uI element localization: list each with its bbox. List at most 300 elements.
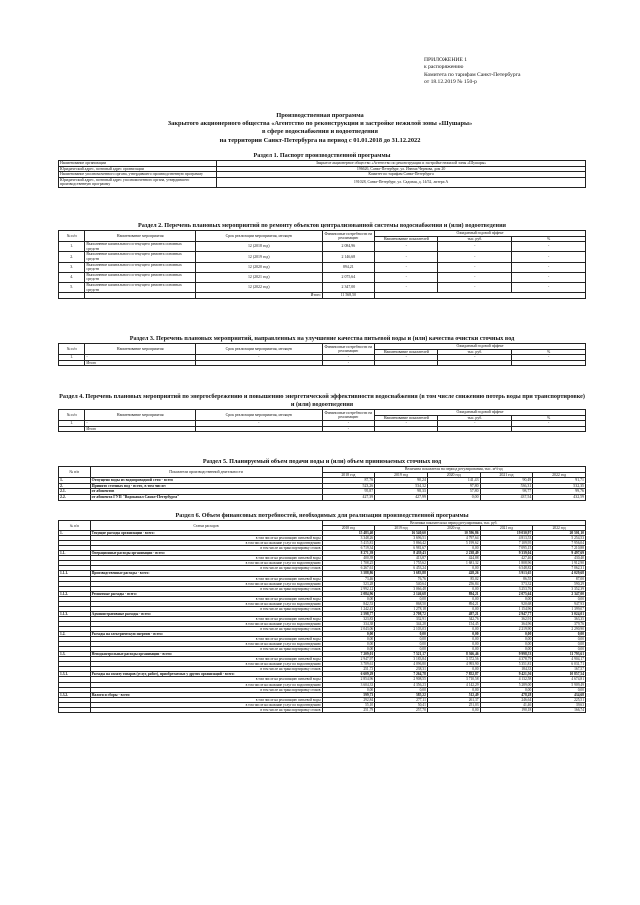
year-value: 7 956,04 — [533, 541, 586, 546]
col-header: % — [512, 236, 586, 242]
year-value: 0,00 — [480, 596, 533, 601]
year-value: 251,03 — [427, 702, 480, 707]
col-header: 2019 год — [375, 526, 428, 531]
year-value: 98,33 — [375, 489, 428, 495]
year-value: 10 596,86 — [427, 531, 480, 536]
col-header: Ожидаемый годовой эффект — [375, 410, 586, 416]
row-label: в том числе на оказание услуг по водоотведению — [90, 541, 322, 546]
col-header: тыс. руб. — [438, 415, 512, 421]
row-label: в том числе на транспортировку стоков — [90, 546, 322, 551]
year-value: 238,31 — [375, 667, 428, 672]
year-value: 5 866,42 — [375, 541, 428, 546]
effect-percent: - — [512, 272, 586, 282]
year-value: 7 210,88 — [533, 546, 586, 551]
effect-percent — [512, 360, 586, 366]
row-number: 1. — [59, 421, 85, 427]
year-value: 868,50 — [375, 601, 428, 606]
col-header: Наименование мероприятия — [85, 231, 196, 242]
measure-row — [59, 252, 586, 262]
measure-term: - — [196, 355, 322, 361]
row-number — [59, 360, 85, 366]
year-value: 3 696,51 — [375, 536, 428, 541]
year-value: 428,26 — [427, 571, 480, 576]
col-header: Величина показателя на период регулирования, тыс. м³/год — [322, 467, 585, 473]
row-label: в том числе на оказание услуг по водоотведению — [90, 702, 322, 707]
year-value: 97,80 — [427, 483, 480, 489]
effect-rub: - — [438, 355, 512, 361]
year-value: 2 043,06 — [322, 626, 375, 631]
year-value: 4 029,68 — [533, 571, 586, 576]
year-value: 4 378,79 — [480, 657, 533, 662]
effect-rub: - — [438, 242, 512, 252]
year-value: 86,55 — [480, 576, 533, 581]
row-label: Расходы на электрическую энергию - всего: — [90, 632, 322, 637]
total-label: Итого — [196, 293, 322, 299]
col-header: 2022 год — [533, 472, 586, 478]
effect-rub: - — [438, 252, 512, 262]
year-value: 166,74 — [533, 707, 586, 712]
title-line: Закрытого акционерного общества «Агентство по реконструкции и застройке нежилой зоны «Шушары» — [167, 120, 473, 128]
year-value: 0,00 — [480, 632, 533, 637]
section-4-title: Раздел 4. Перечень плановых мероприятий по энергосбережению и повышению энергетической эффективности водоснабжения (в том числе снижению потерь воды при транспортировке) и (или) водоотведения — [59, 393, 585, 408]
passport-value: 191028, Санкт-Петербург, ул. Садовая, д. 14/52, литера А — [217, 177, 586, 187]
measure-name: Выполнение капитального и текущего ремонта основных средств — [85, 272, 196, 282]
year-value: 90,24 — [375, 478, 428, 484]
year-value: 1 242,43 — [322, 606, 375, 611]
year-value: 277,11 — [375, 697, 428, 702]
year-value: 7 852,87 — [427, 672, 480, 677]
year-value: 0,00 — [427, 606, 480, 611]
col-header: Ожидаемый годовой эффект — [375, 231, 586, 237]
row-label: в том числе на транспортировку стоков — [90, 707, 322, 712]
measure-name: - — [85, 421, 196, 427]
year-value: 3 066,48 — [375, 586, 428, 591]
col-header: Статьи расходов — [90, 521, 322, 531]
row-label: Операционные расходы организации - всего: — [90, 551, 322, 556]
effect-rub — [438, 360, 512, 366]
row-label: в том числе на оказание услуг по водоотведению — [90, 682, 322, 687]
col-header: тыс. руб. — [438, 236, 512, 242]
year-value: 540,64 — [375, 581, 428, 586]
year-value: 0,00 — [480, 687, 533, 692]
annex-line: Комитета по тарифам Санкт-Петербурга — [424, 71, 521, 78]
year-value: 10 857,54 — [533, 672, 586, 677]
year-value: 2 146,68 — [375, 591, 428, 596]
year-value: 292,84 — [322, 697, 375, 702]
measure-cost: - — [322, 421, 375, 427]
measure-name: - — [85, 355, 196, 361]
year-value: 7 264,78 — [375, 672, 428, 677]
total-spacer — [375, 293, 586, 299]
year-value: 41,46 — [480, 702, 533, 707]
year-value: 3 372,56 — [427, 657, 480, 662]
measure-cost: 2 084,96 — [322, 242, 375, 252]
year-value: 184,33 — [480, 667, 533, 672]
annex-line: к распоряжению — [424, 64, 464, 71]
year-value: 427,39 — [322, 494, 375, 500]
row-label: от абонента ГУП "Водоканал Санкт-Петербурга" — [90, 494, 322, 500]
year-value: 947,93 — [533, 601, 586, 606]
row-label: в том числе на транспортировку стоков — [90, 626, 322, 631]
year-value: 590,29 — [533, 581, 586, 586]
effect-indicator — [375, 360, 438, 366]
year-value: 50,41 — [375, 702, 428, 707]
year-value: 0,00 — [480, 647, 533, 652]
measure-name: Выполнение капитального и текущего ремонта основных средств — [85, 242, 196, 252]
row-label: в том числе на реализацию питьевой воды — [90, 657, 322, 662]
year-value: 5 289,00 — [480, 682, 533, 687]
year-value: 3 710,58 — [427, 677, 480, 682]
row-label: в том числе на транспортировку стоков — [90, 566, 322, 571]
year-value: 257,70 — [375, 707, 428, 712]
finance-table — [58, 520, 586, 713]
year-value: 7 095,15 — [480, 546, 533, 551]
year-value: 478,28 — [480, 692, 533, 697]
measure-name: Итого — [85, 360, 196, 366]
year-value: 1 154,96 — [480, 606, 533, 611]
year-value: 364,96 — [480, 621, 533, 626]
year-value: 0,00 — [427, 586, 480, 591]
year-value: 4 797,64 — [427, 536, 480, 541]
year-value: 0,00 — [375, 632, 428, 637]
row-label: в том числе на реализацию питьевой воды — [90, 697, 322, 702]
year-value: 400,39 — [322, 556, 375, 561]
year-value: 1 755,62 — [375, 561, 428, 566]
year-value: 76,76 — [375, 576, 428, 581]
measure-row — [59, 360, 586, 366]
year-value: 0,00 — [427, 642, 480, 647]
year-value: 3 588,86 — [322, 571, 375, 576]
year-value: 0,00 — [375, 642, 428, 647]
year-value: 0,00 — [322, 647, 375, 652]
year-value: 0,00 — [427, 566, 480, 571]
year-value: 332,91 — [375, 616, 428, 621]
section-1 — [58, 152, 586, 188]
col-header: Наименование показателей — [375, 415, 438, 421]
row-label: от абонентов — [90, 489, 322, 495]
row-number: 1. — [59, 355, 85, 361]
year-value: 57,80 — [427, 489, 480, 495]
year-value: 91,71 — [533, 478, 586, 484]
year-value: 0,00 — [322, 637, 375, 642]
year-value: 190,18 — [480, 707, 533, 712]
year-value: 0,00 — [322, 632, 375, 637]
measure-name: Выполнение капитального и текущего ремонта основных средств — [85, 282, 196, 292]
passport-value: Закрытое акционерное общество «Агентство по реконструкции и застройке нежилой зоны «Шушары» — [217, 161, 586, 167]
col-header: № п/п — [59, 344, 85, 355]
col-header: 2019 год — [375, 472, 428, 478]
effect-indicator: - — [375, 262, 438, 272]
year-value: 2 708,72 — [375, 611, 428, 616]
year-value: 4 132,58 — [480, 677, 533, 682]
year-value: 0,00 — [480, 642, 533, 647]
passport-label: Юридический адрес, почтовый адрес уполномоченного органа, утвердившего производственную программу — [59, 177, 217, 187]
year-value: 363,35 — [533, 616, 586, 621]
effect-indicator: - — [375, 282, 438, 292]
year-value: 0,00 — [533, 632, 586, 637]
year-value: 2 103,03 — [375, 626, 428, 631]
year-value: 95,87 — [322, 489, 375, 495]
year-value: 2 219,90 — [480, 626, 533, 631]
year-value: 3 024,01 — [533, 611, 586, 616]
row-label: в том числе на реализацию питьевой воды — [90, 596, 322, 601]
row-number: 1.3.2. — [59, 692, 91, 697]
col-header: Величина показателя на период регулирования, тыс. руб. — [322, 521, 585, 526]
effect-percent: - — [512, 242, 586, 252]
year-value: 2 238,49 — [427, 551, 480, 556]
year-value: 0,00 — [427, 667, 480, 672]
row-number: 5. — [59, 282, 85, 292]
year-value: 379,76 — [533, 621, 586, 626]
effect-indicator: - — [375, 355, 438, 361]
year-value: 8 366,46 — [427, 652, 480, 657]
measure-term: 12 (2019 год) — [196, 252, 322, 262]
row-label: Налоги и сборы - всего: — [90, 692, 322, 697]
year-value: 2 075,64 — [480, 591, 533, 596]
year-value: 2 290,90 — [533, 626, 586, 631]
year-value: 0,00 — [427, 637, 480, 642]
measure-term: 12 (2021 год) — [196, 272, 322, 282]
year-value: 4 096,80 — [375, 662, 428, 667]
measure-name: Итого — [85, 426, 196, 432]
measure-row — [59, 242, 586, 252]
year-value: 99,76 — [533, 489, 586, 495]
year-value: 0,00 — [427, 546, 480, 551]
section-6-title: Раздел 6. Объем финансовых потребностей, необходимых для реализации производственной программы — [175, 512, 469, 519]
year-value: 6 719,34 — [322, 546, 375, 551]
measure-term: 12 (2018 год) — [196, 242, 322, 252]
col-header: Наименование показателей — [375, 236, 438, 242]
year-value: 4 904,17 — [533, 657, 586, 662]
col-header: % — [512, 349, 586, 355]
row-number: 4. — [59, 272, 85, 282]
effect-indicator — [375, 426, 438, 432]
row-number — [59, 426, 85, 432]
year-value: 3 913,65 — [480, 571, 533, 576]
year-value: 5 909,49 — [533, 682, 586, 687]
col-header: 2020 год — [427, 472, 480, 478]
year-value: 424,88 — [427, 556, 480, 561]
total-row — [59, 293, 586, 299]
year-value: 0,00 — [427, 626, 480, 631]
year-value: 6 267,61 — [322, 566, 375, 571]
year-value: 0,00 — [375, 637, 428, 642]
col-header: № п/п — [59, 231, 85, 242]
measure-term: - — [196, 421, 322, 427]
measure-cost: - — [322, 355, 375, 361]
col-header: % — [512, 415, 586, 421]
year-value: 3 183,84 — [375, 657, 428, 662]
section-3 — [58, 335, 586, 366]
annex-line: от 18.12.2019 № 150-р — [424, 79, 477, 86]
row-number: 1. — [59, 478, 91, 484]
passport-label: Наименование организации — [59, 161, 217, 167]
energy-saving-table — [58, 409, 586, 432]
year-value: 2 947,97 — [322, 657, 375, 662]
year-value: 0,00 — [427, 494, 480, 500]
passport-value: 196626, Санкт-Петербург, ул. Изюма Чернова, дом 20 — [217, 166, 586, 172]
year-value: 6 609,29 — [322, 672, 375, 677]
year-value: 2 947,77 — [480, 611, 533, 616]
effect-rub: - — [438, 421, 512, 427]
annex-line: ПРИЛОЖЕНИЕ 1 — [424, 57, 468, 63]
year-value: 842,53 — [322, 601, 375, 606]
effect-rub: - — [438, 262, 512, 272]
year-value: 6 453,24 — [375, 566, 428, 571]
year-value: 0,00 — [427, 687, 480, 692]
table-row-item — [59, 494, 586, 500]
year-value: 19 030,97 — [480, 531, 533, 536]
year-value: 1 808,96 — [480, 561, 533, 566]
row-number — [59, 707, 91, 712]
measure-row — [59, 262, 586, 272]
year-value: 1 681,32 — [427, 561, 480, 566]
row-number: 2. — [59, 483, 91, 489]
effect-percent: - — [512, 262, 586, 272]
row-label: в том числе на оказание услуг по водоотведению — [90, 581, 322, 586]
volume-table — [58, 466, 586, 501]
year-value: 434,68 — [533, 692, 586, 697]
section-4 — [58, 393, 586, 432]
year-value: 536,31 — [480, 483, 533, 489]
col-header: Срок реализации мероприятия, месяцев — [196, 410, 322, 421]
year-value: 251,79 — [322, 707, 375, 712]
year-value: 20 501,10 — [533, 531, 586, 536]
row-label: в том числе на транспортировку стоков — [90, 647, 322, 652]
repair-measures-table — [58, 230, 586, 299]
year-value: 5 351,81 — [480, 662, 533, 667]
col-header: 2018 год — [322, 526, 375, 531]
year-value: 87,76 — [322, 478, 375, 484]
year-value: 1 399,07 — [533, 606, 586, 611]
year-value: 432,59 — [533, 494, 586, 500]
row-number: 2.1. — [59, 489, 91, 495]
water-quality-table — [58, 343, 586, 366]
row-label: Принято сточных вод - всего, в том числе: — [90, 483, 322, 489]
measure-term: 12 (2022 год) — [196, 282, 322, 292]
year-value: 532,35 — [533, 483, 586, 489]
year-value: 8 271,39 — [322, 551, 375, 556]
title-line: на территории Санкт-Петербурга на период с 01.01.2018 до 31.12.2022 — [219, 136, 421, 144]
year-value: 4 674,81 — [533, 677, 586, 682]
measure-name: Выполнение капитального и текущего ремонта основных средств — [85, 252, 196, 262]
year-value: 6 031,71 — [533, 662, 586, 667]
measure-cost: - — [322, 360, 375, 366]
year-value: 894,21 — [427, 601, 480, 606]
year-value: 85,02 — [427, 576, 480, 581]
measure-cost: 2 075,64 — [322, 272, 375, 282]
effect-percent: - — [512, 355, 586, 361]
measure-cost: - — [322, 426, 375, 432]
passport-value: Комитет по тарифам Санкт-Петербурга — [217, 172, 586, 178]
total-spacer — [59, 293, 85, 299]
year-value: 9 421,56 — [480, 672, 533, 677]
col-header: тыс. руб. — [438, 349, 512, 355]
col-header: 2020 год — [427, 526, 480, 531]
year-value: 0,00 — [533, 637, 586, 642]
row-label: в том числе на реализацию питьевой воды — [90, 616, 322, 621]
year-value: 523,26 — [322, 483, 375, 489]
year-value: 3 709,61 — [322, 662, 375, 667]
year-value: 7 109,95 — [480, 541, 533, 546]
effect-rub — [438, 426, 512, 432]
row-label: в том числе на транспортировку стоков — [90, 606, 322, 611]
year-value: 3 683,88 — [375, 571, 428, 576]
year-value: 920,68 — [480, 601, 533, 606]
year-value: 256,84 — [427, 581, 480, 586]
measure-row — [59, 282, 586, 292]
year-value: 6 981,67 — [375, 546, 428, 551]
title-line: Производственная программа — [276, 112, 364, 119]
year-value: 7 062,31 — [533, 566, 586, 571]
year-value: 0,00 — [480, 637, 533, 642]
passport-label: Наименование уполномоченного органа, утвердившего производственную программу — [59, 172, 217, 178]
col-header: Наименование мероприятия — [85, 344, 196, 355]
annex-block — [424, 57, 604, 87]
effect-indicator: - — [375, 272, 438, 282]
year-value: 11 793,61 — [533, 652, 586, 657]
year-value: 0,00 — [533, 596, 586, 601]
year-value: 2 908,55 — [375, 677, 428, 682]
col-header: Ожидаемый годовой эффект — [375, 344, 586, 350]
measure-cost: 894,21 — [322, 262, 375, 272]
col-header: № п/п — [59, 410, 85, 421]
col-header: 2018 год — [322, 472, 375, 478]
row-number: 3. — [59, 262, 85, 272]
year-value: 9 339,04 — [480, 551, 533, 556]
measure-row — [59, 272, 586, 282]
effect-indicator: - — [375, 252, 438, 262]
year-value: 0,00 — [427, 647, 480, 652]
row-label: в том числе на транспортировку стоков — [90, 667, 322, 672]
year-value: 0,00 — [427, 632, 480, 637]
row-number: 1. — [59, 531, 91, 536]
year-value: 15 483,40 — [322, 531, 375, 536]
year-value: 437,54 — [480, 494, 533, 500]
effect-percent: - — [512, 252, 586, 262]
year-value: 167,57 — [533, 667, 586, 672]
title-line: в сфере водоснабжения и водоотведения — [262, 128, 378, 136]
row-label: Расходы на оплату товаров (услуг, работ), приобретаемых у других организаций - всего: — [90, 672, 322, 677]
year-value: 0,00 — [375, 687, 428, 692]
year-value: 16 540,60 — [375, 531, 428, 536]
row-number: 1.1. — [59, 551, 91, 556]
total-value: 11 568,50 — [322, 293, 375, 299]
row-label: в том числе на реализацию питьевой воды — [90, 536, 322, 541]
row-number: 1.1.2. — [59, 591, 91, 596]
table-row-subitem — [59, 707, 586, 712]
measure-name: Выполнение капитального и текущего ремонта основных средств — [85, 262, 196, 272]
section-3-title: Раздел 3. Перечень плановых мероприятий, направленных на улучшение качества питьевой воды и (или) качества очистки сточных вод — [129, 335, 515, 342]
row-label: в том числе на реализацию питьевой воды — [90, 576, 322, 581]
effect-indicator: - — [375, 421, 438, 427]
measure-cost: 2 347,00 — [322, 282, 375, 292]
year-value: 0,00 — [533, 647, 586, 652]
passport-label: Юридический адрес, почтовый адрес организации — [59, 166, 217, 172]
row-label: в том числе на оказание услуг по водоотведению — [90, 642, 322, 647]
year-value: 2 347,00 — [533, 591, 586, 596]
year-value: 225,51 — [533, 697, 586, 702]
year-value: 0,00 — [427, 707, 480, 712]
row-number: 1.3.1. — [59, 672, 91, 677]
effect-percent: - — [512, 282, 586, 292]
year-value: 430,40 — [533, 556, 586, 561]
year-value: 5 254,53 — [533, 536, 586, 541]
year-value: 2 084,96 — [322, 591, 375, 596]
row-label: в том числе на транспортировку стоков — [90, 586, 322, 591]
year-value: 3 604,33 — [322, 682, 375, 687]
year-value: 4 142,29 — [427, 682, 480, 687]
